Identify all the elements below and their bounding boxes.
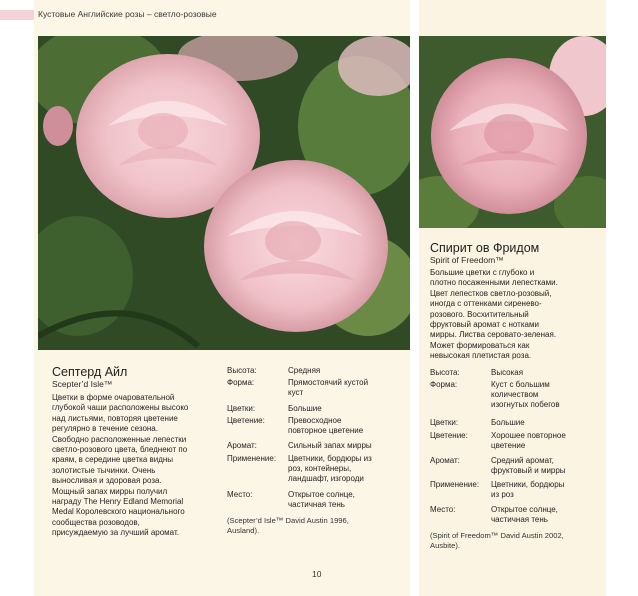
attr-label-aroma: Аромат:: [227, 441, 257, 450]
description-line: краям, в середине цветка видны: [52, 455, 174, 465]
description-line: Свободно расположенные лепестки: [52, 434, 187, 444]
page-number: 10: [312, 569, 322, 579]
rose-photo-scepterd-isle: [38, 36, 410, 350]
rose-name-en: Scepter’d Isle™: [52, 379, 113, 389]
description-line: светло-розового цвета, бледнеют по: [52, 445, 188, 455]
attr-value-flowers: Большие: [288, 404, 322, 413]
attr-label-aroma: Аромат:: [430, 456, 460, 465]
attr-value-aroma: Средний аромат, фруктовый и мирры: [491, 456, 566, 476]
description-line: выносливая и здоровая роза.: [52, 476, 162, 486]
attr-value-aroma: Сильный запах мирры: [288, 441, 372, 450]
description-line: регулярно в течение сезона.: [52, 424, 158, 434]
description-line: присуждаемую за лучший аромат.: [52, 528, 179, 538]
attr-label-usage: Применение:: [430, 480, 480, 489]
description-line: над листьями, повторяя цветение: [52, 413, 178, 423]
description-line: Большие цветки с глубоко и: [430, 268, 535, 277]
description-line: Цветки в форме очаровательной: [52, 393, 175, 402]
description-line: Medal Королевского национального: [52, 507, 185, 517]
description-line: Мощный запах мирры получил: [52, 486, 168, 496]
rose-description: [52, 393, 222, 539]
attr-value-flowers: Большие: [491, 418, 525, 427]
attr-value-form: Прямостоячий кустой куст: [288, 378, 369, 398]
attr-label-height: Высота:: [430, 368, 460, 377]
rose-name-ru: Спирит ов Фридом: [430, 241, 540, 255]
description-line: плотно посаженными лепестками.: [430, 278, 558, 288]
description-line: иногда с оттенками сиренево-: [430, 299, 542, 309]
description-line: Может формироваться как: [430, 340, 530, 350]
section-tab: [0, 10, 34, 20]
description-line: фруктовый аромат с нотками: [430, 320, 539, 330]
attr-value-blooming: Хорошее повторное цветение: [491, 431, 566, 451]
rose-description: [430, 268, 602, 362]
attr-label-blooming: Цветение:: [430, 431, 468, 440]
description-line: сообщества розоводов,: [52, 517, 140, 527]
attr-label-flowers: Цветки:: [227, 404, 256, 413]
attr-label-flowers: Цветки:: [430, 418, 459, 427]
rose-photo-spirit-of-freedom: [419, 36, 606, 228]
description-line: глубокой чаши расположены высоко: [52, 403, 189, 413]
rose-attributes: [227, 366, 407, 516]
right-margin: [606, 0, 638, 596]
attr-value-height: Средняя: [288, 366, 321, 375]
description-line: награду The Henry Edland Memorial: [52, 497, 184, 507]
rose-credit: (Spirit of Freedom™ David Austin 2002, Ausbite).: [430, 531, 564, 550]
attr-value-height: Высокая: [491, 368, 524, 377]
attr-label-form: Форма:: [430, 380, 458, 389]
rose-attributes: [430, 368, 606, 530]
left-margin: [0, 0, 34, 596]
description-line: золотистые тычинки. Очень: [52, 465, 156, 475]
attr-value-blooming: Превосходное повторное цветение: [288, 416, 364, 436]
description-line: Цвет лепестков светло-розовый,: [430, 288, 552, 298]
rose-name-ru: Септерд Айл: [52, 365, 128, 379]
attr-label-location: Место:: [430, 505, 456, 514]
attr-label-height: Высота:: [227, 366, 257, 375]
rose-credit: (Scepter’d Isle™ David Austin 1996, Ausland).: [227, 516, 349, 535]
description-line: мирры. Листва серовато-зеленая.: [430, 330, 557, 340]
description-line: невысокая плетистая роза.: [430, 351, 532, 361]
attr-label-form: Форма:: [227, 378, 255, 387]
rose-name-en: Spirit of Freedom™: [430, 255, 504, 265]
attr-label-blooming: Цветение:: [227, 416, 265, 425]
attr-value-usage: Цветники, бордюры из роз, контейнеры, ландшафт, изгороди: [288, 454, 372, 484]
attr-value-form: Куст с большим количеством изогнутых побегов: [491, 380, 560, 410]
description-line: розового. Восхитительный: [430, 309, 529, 319]
attr-label-usage: Применение:: [227, 454, 277, 463]
attr-value-location: Открытое солнце, частичная тень: [288, 490, 355, 510]
column-gutter: [410, 0, 419, 596]
attr-value-location: Открытое солнце, частичная тень: [491, 505, 558, 525]
attr-value-usage: Цветники, бордюры из роз: [491, 480, 565, 500]
attr-label-location: Место:: [227, 490, 253, 499]
section-title: Кустовые Английские розы – светло-розовые: [38, 9, 217, 19]
